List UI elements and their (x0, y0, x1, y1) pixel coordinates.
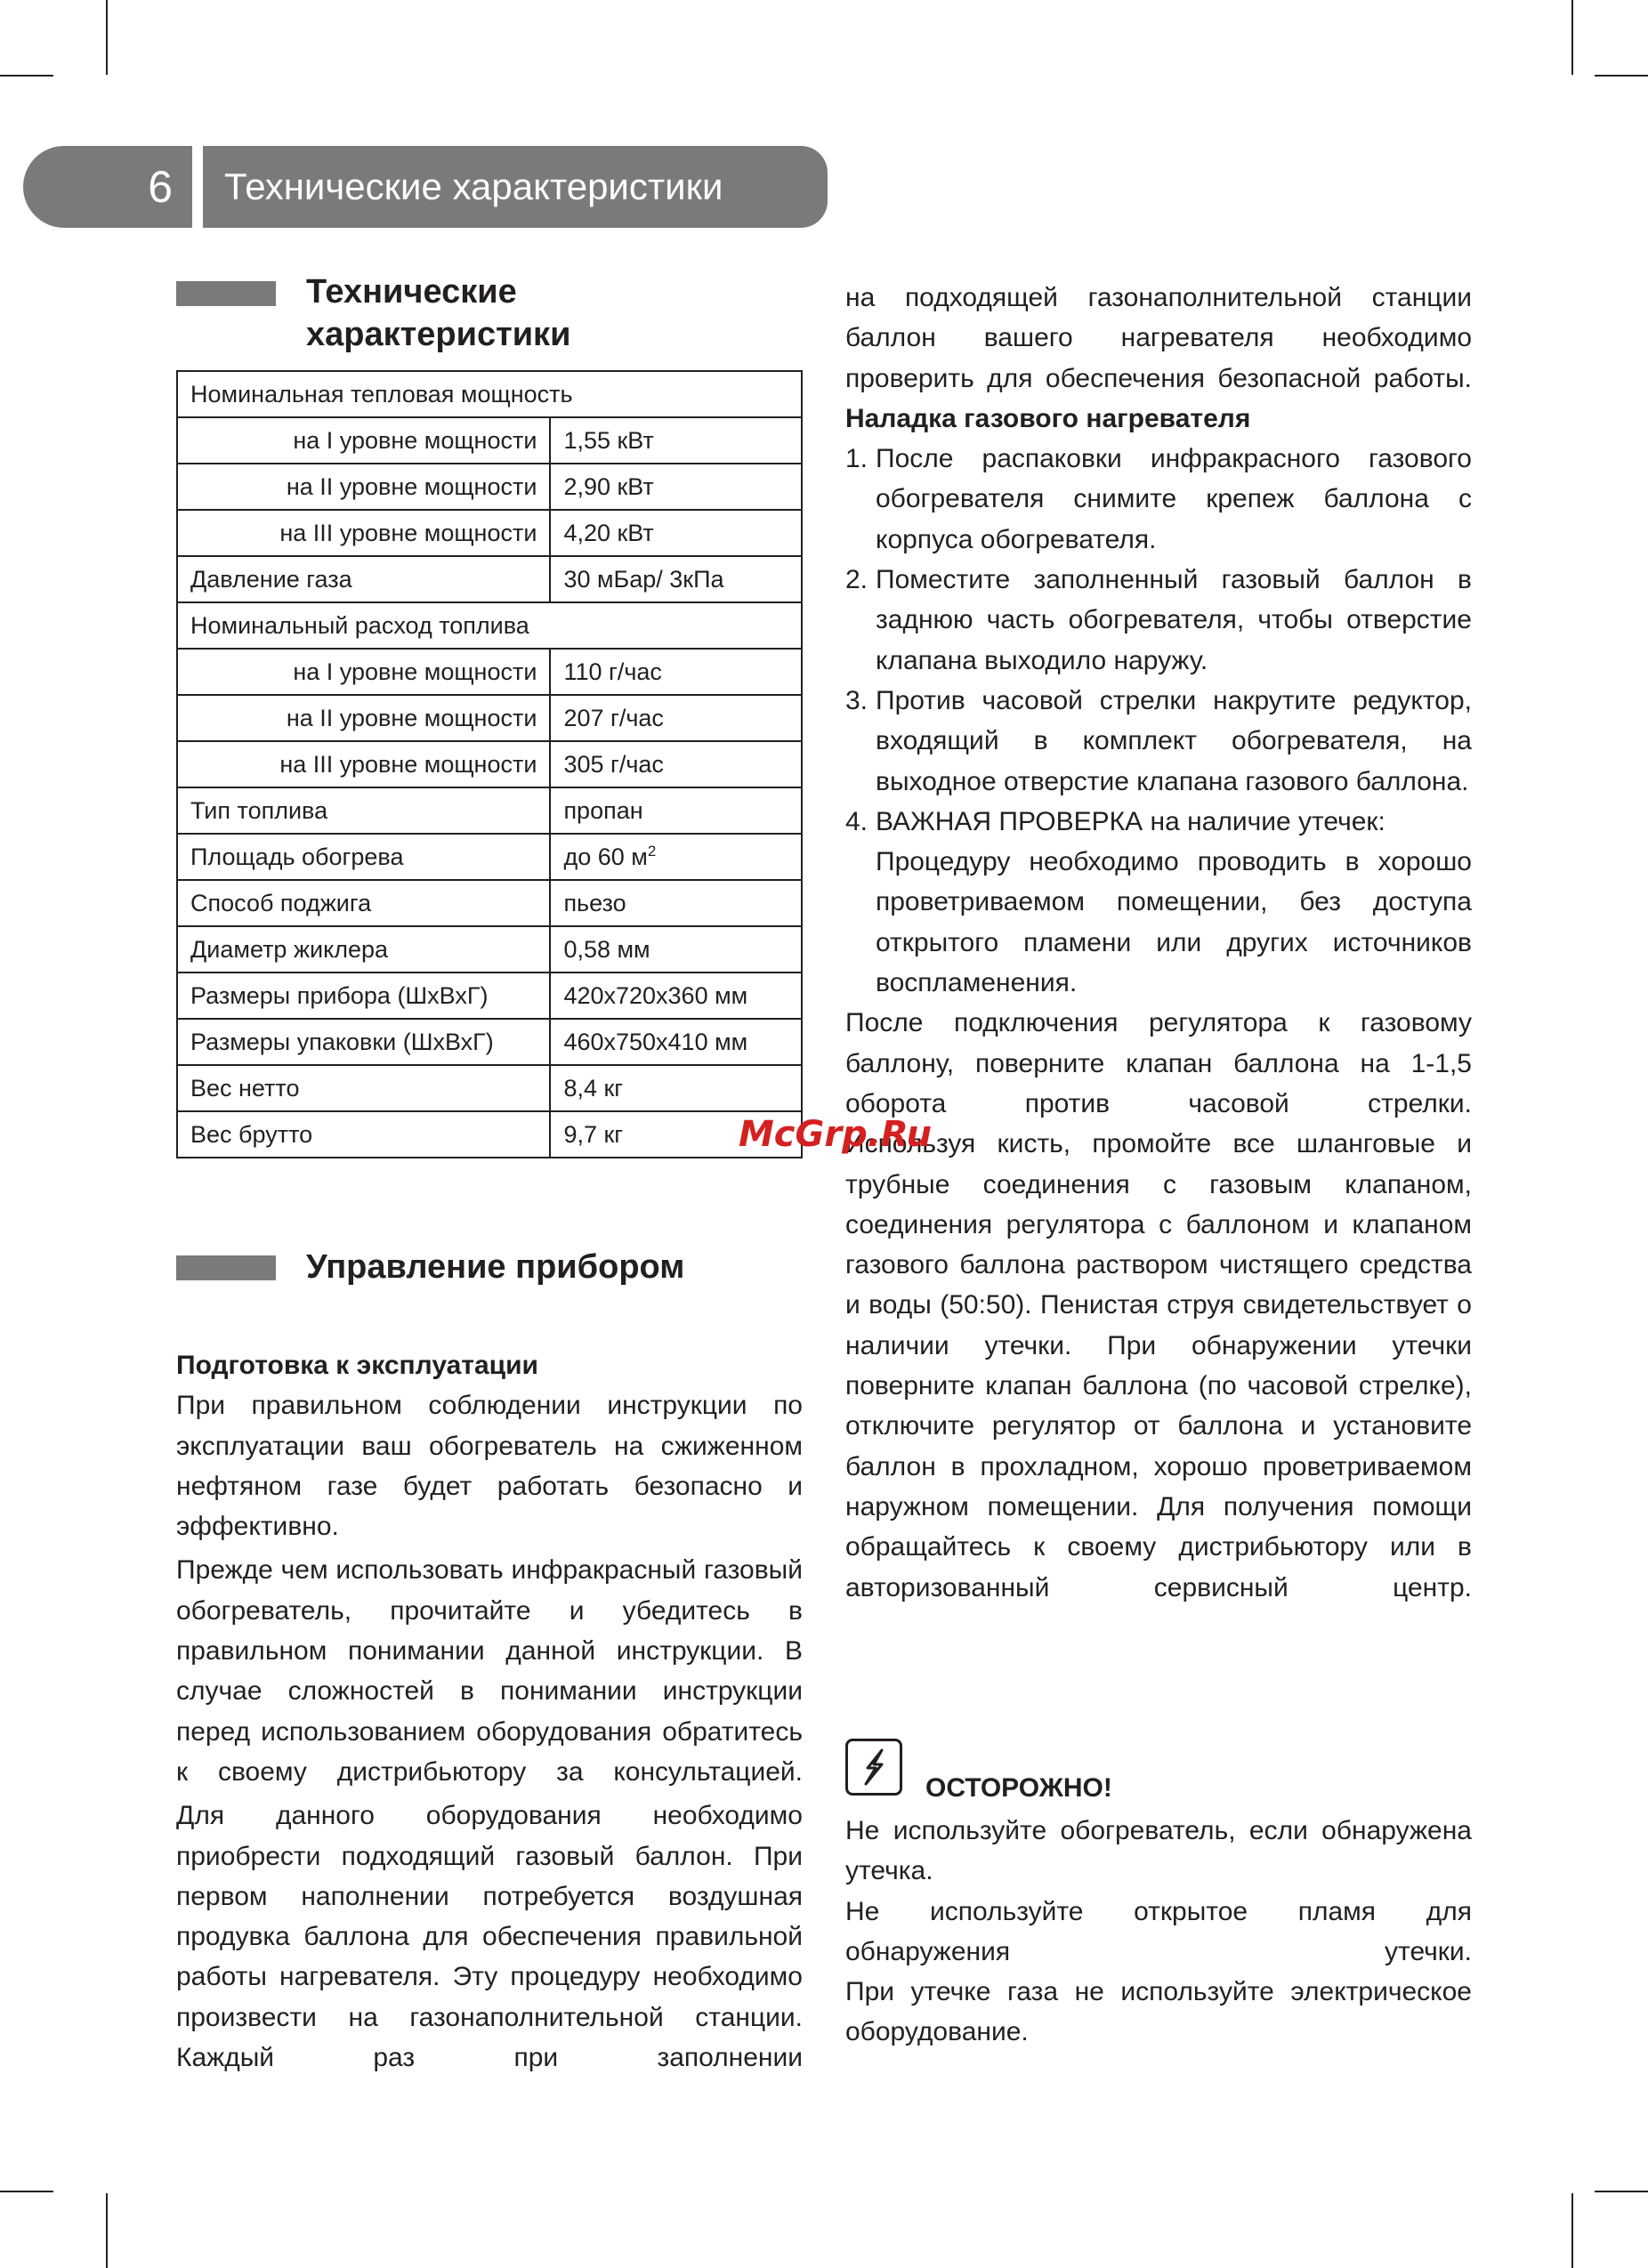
step-detail: Процедуру необходимо проводить в хорошо проветриваемом помещении, без доступа открытого пламени или других источников воспламенения. (876, 847, 1472, 998)
section-bar (176, 1255, 276, 1280)
crop-mark (1595, 2191, 1648, 2192)
control-section-title: Управление прибором (306, 1248, 685, 1286)
table-row (177, 880, 802, 926)
table-cell-value: 30 мБар/ 3кПа (550, 556, 802, 602)
table-cell-value: пьезо (550, 880, 802, 926)
paragraph: Не используйте обогреватель, если обнаружена утечка. (845, 1816, 1472, 1886)
right-column-text (845, 278, 1472, 1608)
table-row (177, 417, 802, 464)
table-row (177, 510, 802, 556)
table-row (177, 464, 802, 510)
crop-mark (106, 0, 108, 75)
table-row (177, 602, 802, 649)
table-cell-label: Площадь обогрева (177, 834, 550, 880)
table-row (177, 787, 802, 834)
spec-table (176, 370, 803, 1158)
paragraph: При утечке газа не используйте электрическое оборудование. (845, 1977, 1472, 2047)
left-column-text (176, 1345, 803, 2078)
table-cell-label: на III уровне мощности (177, 510, 550, 556)
table-cell-value: 0,58 мм (550, 926, 802, 973)
subheading: Подготовка к эксплуатации (176, 1351, 538, 1380)
table-row (177, 973, 802, 1019)
table-cell-label: Давление газа (177, 556, 550, 602)
table-cell-label: Размеры упаковки (ШхВхГ) (177, 1019, 550, 1065)
table-row (177, 834, 802, 880)
page-number: 6 (23, 146, 192, 228)
paragraph: на подходящей газонаполнительной станции баллон вашего нагревателя необходимо проверить для обеспечения безопасной работы. (845, 283, 1472, 393)
table-cell-label: Способ поджига (177, 880, 550, 926)
table-row (177, 741, 802, 787)
table-row (177, 1111, 802, 1158)
table-cell-label: на II уровне мощности (177, 464, 550, 510)
table-cell-label: Вес брутто (177, 1111, 550, 1158)
spec-section-title: Технические характеристики (306, 273, 571, 353)
paragraph: Не используйте открытое пламя для обнаружения утечки. (845, 1896, 1472, 1966)
list-item: 1. После распаковки инфракрасного газового обогревателя снимите крепеж баллона с корпуса обогревателя. (845, 444, 1472, 554)
table-row (177, 649, 802, 695)
table-cell-label: Вес нетто (177, 1065, 550, 1111)
table-cell-value: 9,7 кг (550, 1111, 802, 1158)
table-row (177, 926, 802, 973)
table-cell-value: 420х720х360 мм (550, 973, 802, 1019)
table-cell-value: 2,90 кВт (550, 464, 802, 510)
table-cell-label: на II уровне мощности (177, 695, 550, 741)
table-cell-label: на I уровне мощности (177, 649, 550, 695)
table-cell-label: Номинальный расход топлива (177, 602, 802, 649)
paragraph: Прежде чем использовать инфракрасный газовый обогреватель, прочитайте и убедитесь в правильном понимании данной инструкции. В случае сложностей в понимании инструкции перед использованием оборудования обратитесь к своему дистрибьютору за консультацией. (176, 1555, 803, 1787)
warning-text (845, 1811, 1472, 2053)
table-cell-value: 4,20 кВт (550, 510, 802, 556)
table-cell-label: Размеры прибора (ШхВхГ) (177, 973, 550, 1019)
table-row (177, 695, 802, 741)
table-cell-value: 110 г/час (550, 649, 802, 695)
table-row (177, 371, 802, 417)
table-cell-value: 1,55 кВт (550, 417, 802, 464)
table-cell-value: 207 г/час (550, 695, 802, 741)
paragraph: При правильном соблюдении инструкции по эксплуатации ваш обогреватель на сжиженном нефтяном газе будет работать безопасно и эффективно. (176, 1391, 803, 1542)
crop-mark (1571, 0, 1573, 75)
crop-mark (1571, 2193, 1573, 2268)
superscript: 2 (647, 843, 657, 860)
table-cell-label: на III уровне мощности (177, 741, 550, 787)
list-item: 4. ВАЖНАЯ ПРОВЕРКА на наличие утечек: Процедуру необходимо проводить в хорошо проветриваемом помещении, без доступа открытого пламени или других источников воспламенения. (845, 802, 1472, 1003)
list-item: 3. Против часовой стрелки накрутите редуктор, входящий в комплект обогревателя, на выходное отверстие клапана газового баллона. (845, 685, 1472, 796)
table-cell-label: Номинальная тепловая мощность (177, 371, 802, 417)
crop-mark (106, 2193, 108, 2268)
crop-mark (0, 75, 53, 77)
paragraph: После подключения регулятора к газовому баллону, поверните клапан баллона на 1-1,5 оборота против часовой стрелки. (845, 1008, 1472, 1118)
warning-title: ОСТОРОЖНО! (925, 1773, 1112, 1803)
table-cell-label: Тип топлива (177, 787, 550, 834)
crop-mark (1595, 75, 1648, 77)
section-bar (176, 281, 276, 306)
paragraph: Для данного оборудования необходимо приобрести подходящий газовый баллон. При первом наполнении потребуется воздушная продувка баллона для обеспечения правильной работы нагревателя. Эту процедуру необходимо произвести на газонаполнительной станции. Каждый раз при заполнении (176, 1801, 803, 2073)
table-cell-label: Диаметр жиклера (177, 926, 550, 973)
table-row (177, 1019, 802, 1065)
table-row (177, 556, 802, 602)
setup-steps (845, 439, 1472, 1003)
crop-mark (0, 2191, 53, 2192)
table-cell-value: пропан (550, 787, 802, 834)
table-cell-value: 460х750х410 мм (550, 1019, 802, 1065)
table-cell-value: 305 г/час (550, 741, 802, 787)
table-cell-value: до 60 $м^2$ (550, 834, 802, 880)
table-cell-label: на I уровне мощности (177, 417, 550, 464)
table-cell-value: 8,4 кг (550, 1065, 802, 1111)
setup-heading: Наладка газового нагревателя (845, 403, 1251, 433)
header-title: Технические характеристики (203, 146, 828, 228)
table-row (177, 1065, 802, 1111)
watermark: McGrp.Ru (739, 1114, 932, 1155)
list-item: 2. Поместите заполненный газовый баллон в заднюю часть обогревателя, чтобы отверстие клапана выходило наружу. (845, 565, 1472, 675)
paragraph: Используя кисть, промойте все шланговые и трубные соединения с газовым клапаном, соединения регулятора с баллоном и клапаном газового баллона раствором чистящего средства и воды (50:50). Пенистая струя свидетельствует о наличии утечки. При обнаружении утечки поверните клапан баллона (по часовой стрелке), отключите регулятор от баллона и установите баллон в прохладном, хорошо проветриваемом наружном помещении. Для получения помощи обращайтесь к своему дистрибьютору или в авторизованный сервисный центр. (845, 1129, 1472, 1602)
lightning-warning-icon (845, 1739, 902, 1796)
